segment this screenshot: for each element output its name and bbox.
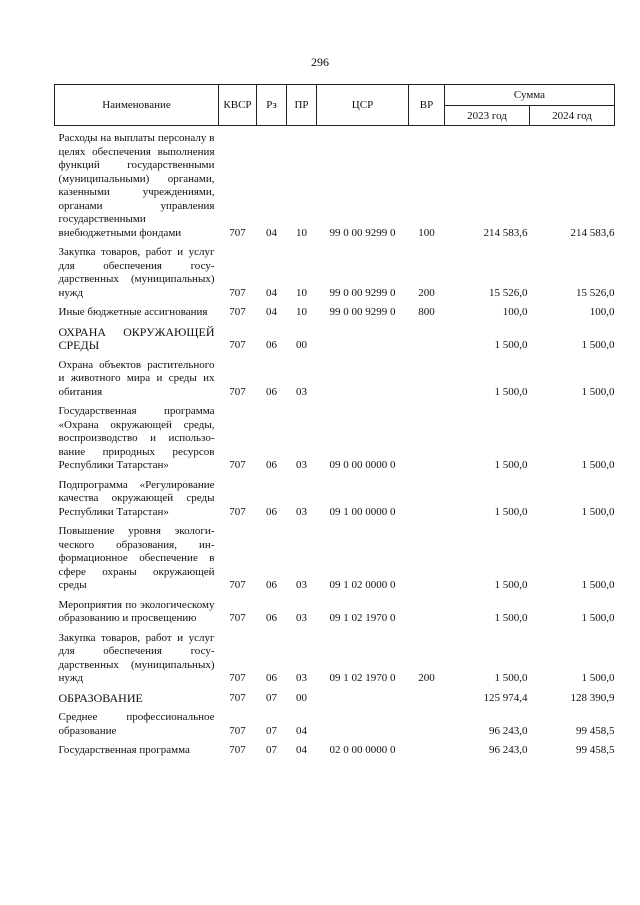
row-kvsr: 707 [229,226,246,239]
row-sum-2023: 1 500,0 [494,339,528,351]
row-sum-2023: 15 526,0 [489,286,528,299]
table-row [55,626,615,686]
table-header [55,85,615,126]
table-row [55,320,615,353]
row-kvsr: 707 [229,691,246,704]
row-name: Расходы на выплаты персоналу в целях обеспечения выполнения функций государственными (муниципальными) органами, казенными учреждениями, органами управления государственными внебюджетными фондами [58,132,215,239]
row-name: Государственная программа «Охрана окружающей среды, воспроизводство и использование природных ресурсов Республики Татарстан» [58,405,215,471]
row-kvsr: 707 [229,459,246,471]
row-pr: 03 [296,459,307,471]
row-kvsr: 707 [229,612,246,624]
row-kvsr: 707 [229,286,246,299]
header-vr: ВР [409,85,445,126]
row-pr: 00 [296,691,307,704]
row-name: Подпрограмма «Регулирование качества окружающей среды Республики Татарстан» [58,478,215,518]
row-name: ОБРАЗОВАНИЕ [58,690,143,705]
row-name: Среднее профессиональное образование [58,711,215,737]
row-sum-2024: 99 458,5 [576,724,615,737]
table-row [55,705,615,738]
row-kvsr: 707 [229,579,246,591]
table-row [55,473,615,520]
row-rz: 07 [266,724,277,737]
row-sum-2023: 1 500,0 [494,385,528,398]
header-year-2023: 2023 год [445,106,530,126]
row-rz: 04 [266,286,277,299]
row-name: Иные бюджетные ассигнования [58,306,208,318]
row-vr [409,519,445,593]
row-sum-2024: 1 500,0 [581,459,615,471]
row-pr: 03 [296,505,307,518]
row-rz: 07 [266,691,277,704]
row-vr: 800 [418,306,435,318]
row-sum-2023: 1 500,0 [494,505,528,518]
row-name: Повышение уровня экологического образования, информационное обеспечение в сфере охраны окружающей среды [58,525,215,591]
header-year-2024: 2024 год [530,106,615,126]
row-name: Мероприятия по экологическому образованию и просвещению [58,598,215,624]
row-name: Охрана объектов растительного и животного мира и среды их обитания [58,358,215,398]
row-vr [409,593,445,626]
row-sum-2024: 15 526,0 [576,286,615,299]
row-rz: 04 [266,226,277,239]
header-pr: ПР [287,85,317,126]
row-rz: 06 [266,505,277,518]
row-sum-2023: 1 500,0 [494,672,528,684]
row-rz: 06 [266,459,277,471]
row-pr: 03 [296,672,307,684]
table-row [55,126,615,241]
row-pr: 10 [296,286,307,299]
table-row [55,240,615,300]
row-sum-2024: 1 500,0 [581,672,615,684]
row-pr: 00 [296,339,307,351]
row-sum-2023: 214 583,6 [483,226,528,239]
row-sum-2024: 99 458,5 [576,744,615,756]
row-sum-2024: 128 390,9 [570,691,615,704]
table-row [55,738,615,758]
table-row [55,593,615,626]
table-row [55,686,615,706]
row-pr: 03 [296,612,307,624]
row-kvsr: 707 [229,385,246,398]
row-pr: 04 [296,744,307,756]
row-sum-2024: 1 500,0 [581,505,615,518]
row-csr: 09 1 02 1970 0 [329,672,396,684]
row-vr: 200 [418,286,435,299]
row-rz: 06 [266,339,277,351]
row-kvsr: 707 [229,724,246,737]
table-body [55,126,615,758]
row-rz: 06 [266,385,277,398]
row-vr [409,353,445,400]
row-csr [317,686,409,706]
row-vr [409,320,445,353]
page-number: 296 [311,55,329,69]
row-csr: 99 0 00 9299 0 [329,306,396,318]
row-sum-2023: 125 974,4 [483,691,528,704]
row-kvsr: 707 [229,672,246,684]
budget-table [54,84,615,758]
row-pr: 10 [296,226,307,239]
table-row [55,300,615,320]
row-kvsr: 707 [229,339,246,351]
row-vr: 200 [418,672,435,684]
row-name: ОХРАНА ОКРУЖАЮЩЕЙ СРЕДЫ [58,324,215,352]
row-sum-2023: 96 243,0 [489,724,528,737]
row-csr: 09 1 02 1970 0 [329,612,396,624]
row-sum-2023: 1 500,0 [494,612,528,624]
row-vr [409,705,445,738]
header-name: Наименование [55,85,219,126]
row-kvsr: 707 [229,306,246,318]
row-sum-2024: 1 500,0 [581,579,615,591]
row-vr [409,686,445,706]
row-sum-2024: 1 500,0 [581,339,615,351]
row-sum-2023: 1 500,0 [494,579,528,591]
row-pr: 03 [296,579,307,591]
row-sum-2024: 100,0 [589,306,615,318]
row-sum-2024: 1 500,0 [581,612,615,624]
row-pr: 10 [296,306,307,318]
row-csr: 09 0 00 0000 0 [329,459,396,471]
table-row [55,519,615,593]
row-csr: 99 0 00 9299 0 [329,286,396,299]
row-vr [409,399,445,473]
row-name: Закупка товаров, работ и услуг для обеспечения государственных (муниципальных) нужд [58,246,215,299]
row-csr: 09 1 02 0000 0 [329,579,396,591]
row-name: Государственная программа [58,744,190,756]
row-rz: 04 [266,306,277,318]
table-row [55,399,615,473]
row-sum-2023: 1 500,0 [494,459,528,471]
row-sum-2024: 214 583,6 [570,226,615,239]
row-csr [317,320,409,353]
row-sum-2023: 96 243,0 [489,744,528,756]
row-rz: 06 [266,672,277,684]
row-csr: 99 0 00 9299 0 [329,226,396,239]
row-sum-2024: 1 500,0 [581,385,615,398]
row-rz: 06 [266,579,277,591]
row-csr [317,705,409,738]
row-vr [409,738,445,758]
row-pr: 03 [296,385,307,398]
row-vr [409,473,445,520]
header-sum: Сумма [445,85,615,106]
row-csr: 09 1 00 0000 0 [329,505,396,518]
row-rz: 07 [266,744,277,756]
row-sum-2023: 100,0 [502,306,528,318]
header-kvsr: КВСР [219,85,257,126]
row-kvsr: 707 [229,744,246,756]
row-pr: 04 [296,724,307,737]
row-rz: 06 [266,612,277,624]
row-kvsr: 707 [229,505,246,518]
row-csr [317,353,409,400]
header-csr: ЦСР [317,85,409,126]
row-csr: 02 0 00 0000 0 [329,744,396,756]
row-vr: 100 [418,226,435,239]
row-name: Закупка товаров, работ и услуг для обеспечения государственных (муниципальных) нужд [58,631,215,684]
table-row [55,353,615,400]
header-rz: Рз [257,85,287,126]
